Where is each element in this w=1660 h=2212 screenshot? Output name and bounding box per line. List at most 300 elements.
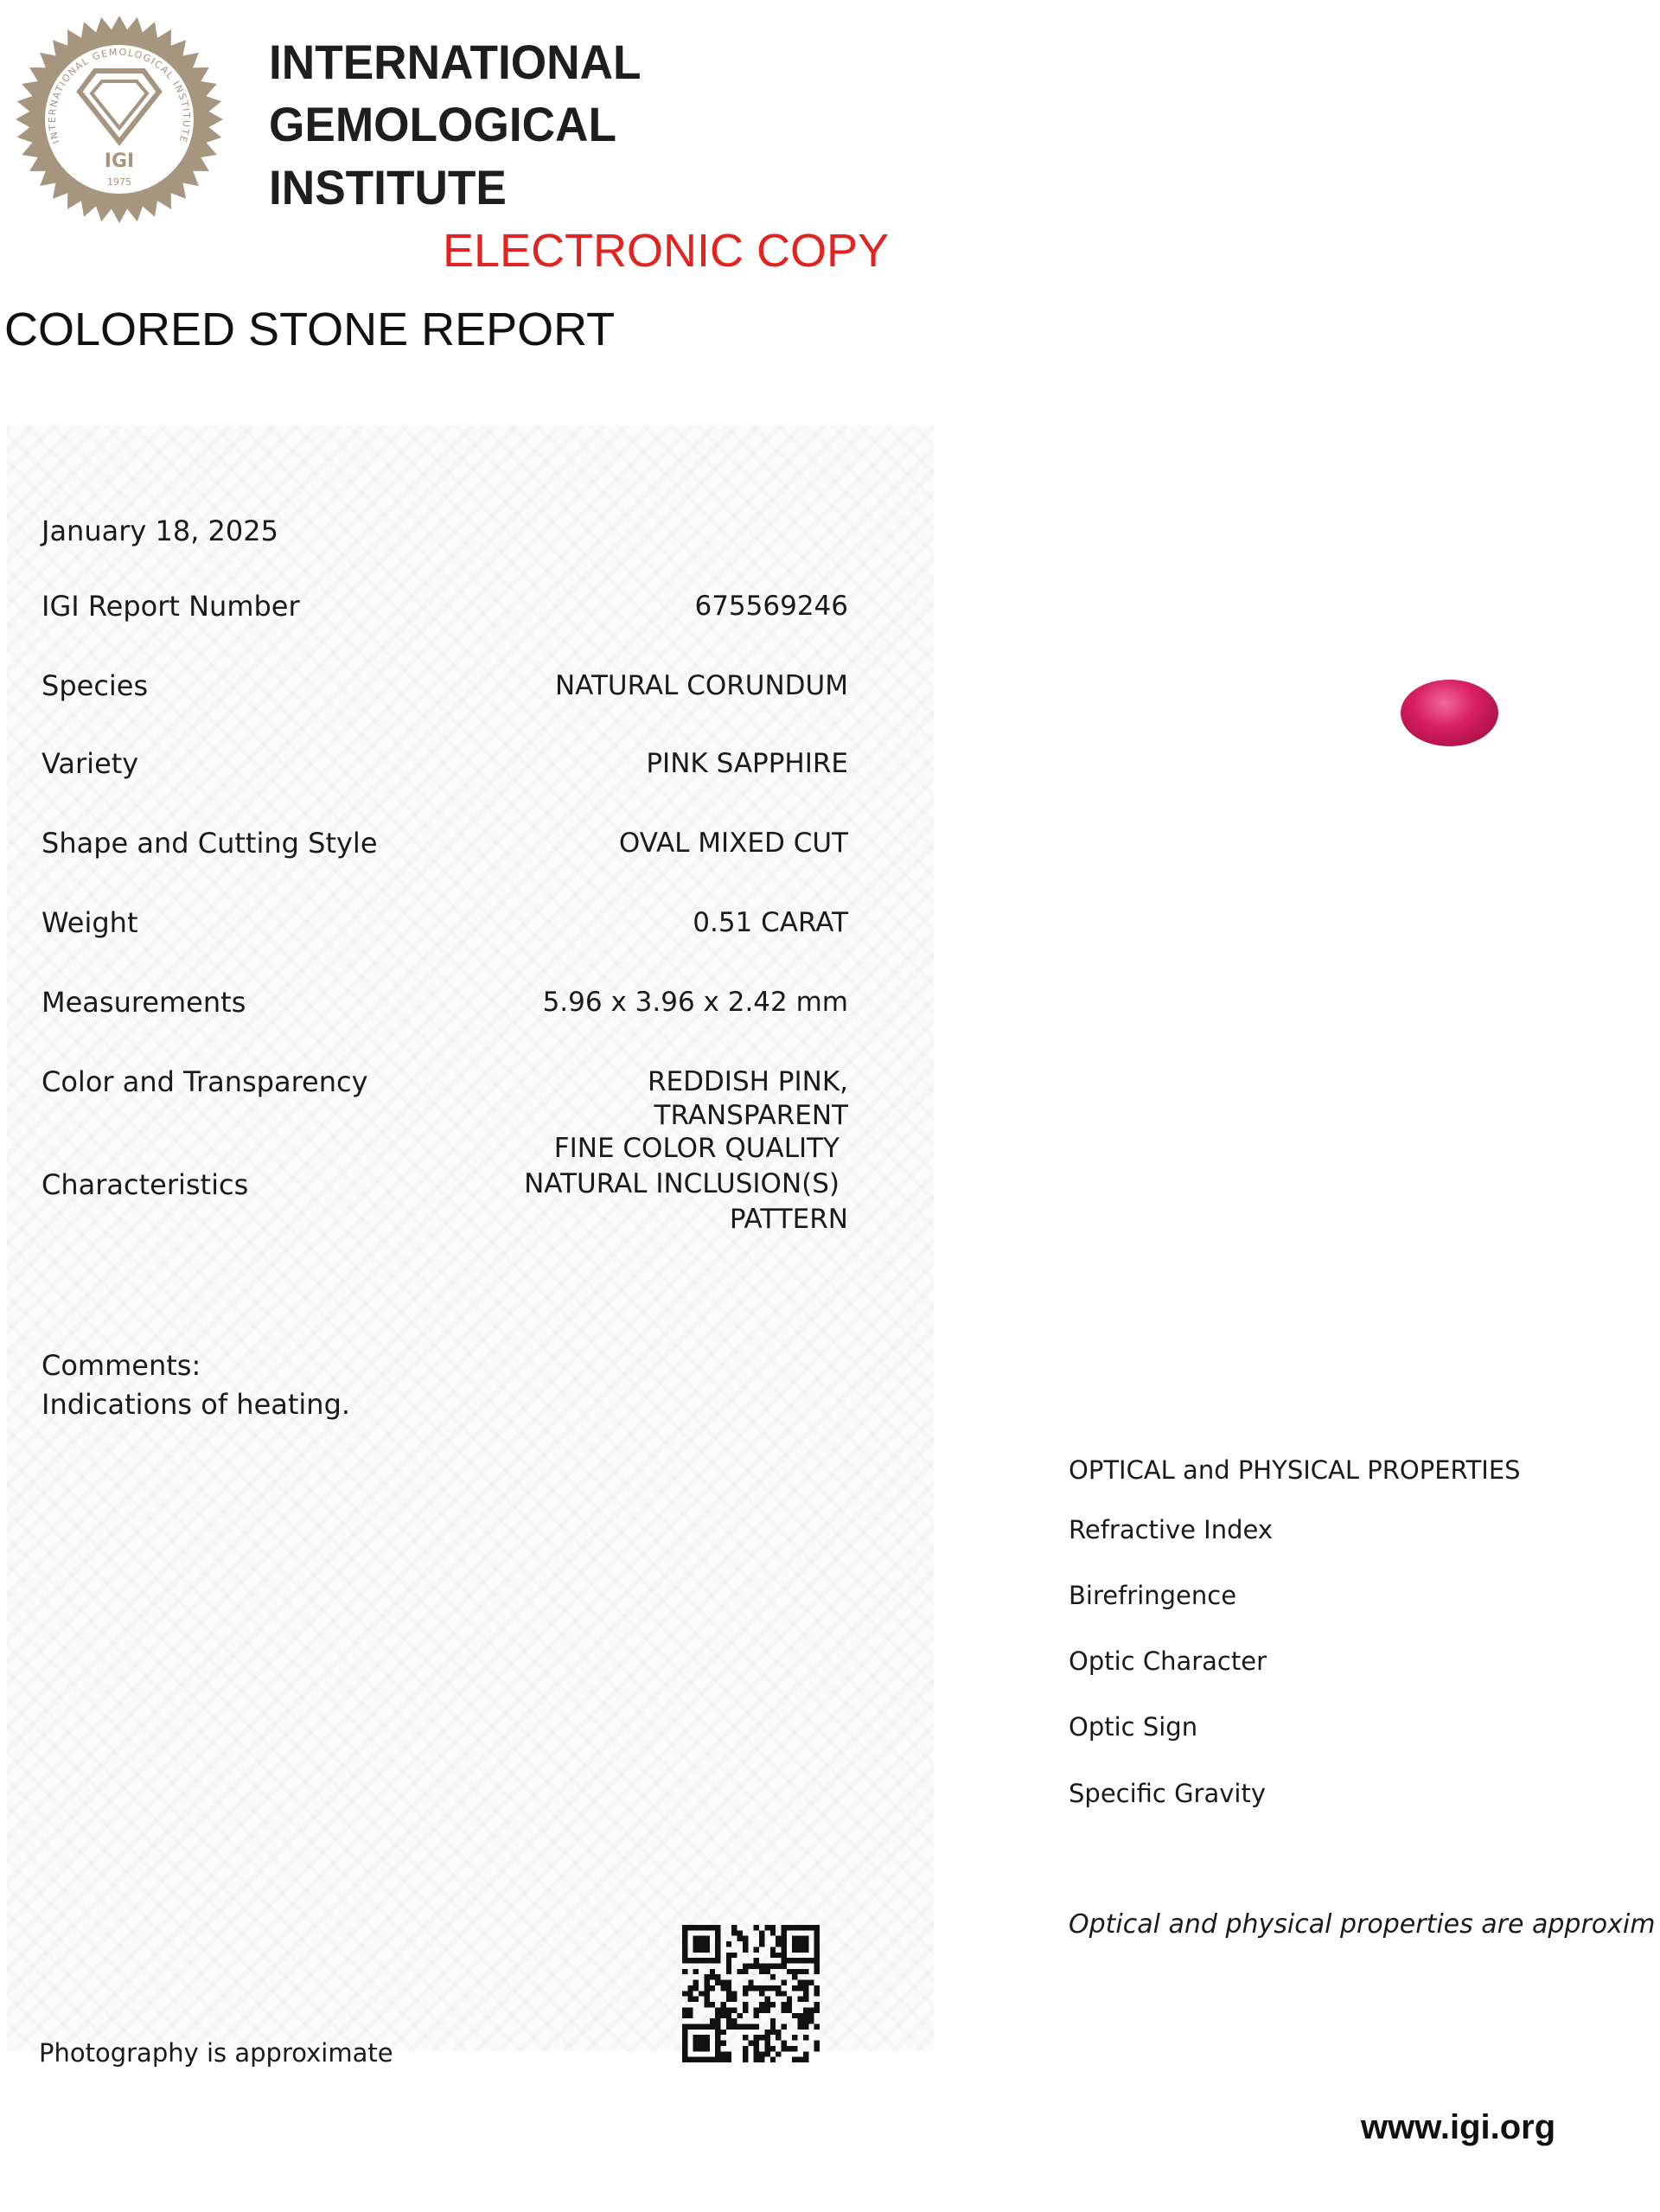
qr-module [704, 2057, 709, 2062]
qr-code[interactable] [682, 1925, 820, 2062]
qr-module [803, 2057, 808, 2062]
qr-module [699, 1991, 704, 1996]
qr-module [776, 1936, 781, 1941]
qr-module [710, 1969, 715, 1974]
row-label-variety: Variety [42, 747, 139, 780]
qr-module [693, 1941, 699, 1947]
qr-module [687, 1985, 693, 1991]
qr-module [726, 1964, 731, 1969]
qr-module [704, 2041, 709, 2046]
qr-module [715, 2041, 720, 2046]
qr-module [693, 1980, 699, 1985]
qr-module [743, 2023, 748, 2029]
qr-module [682, 1936, 687, 1941]
qr-module [743, 2051, 748, 2056]
qr-module [704, 1985, 709, 1991]
qr-module [726, 1958, 731, 1963]
qr-module [704, 1925, 709, 1930]
institute-name-line-2: GEMOLOGICAL [269, 97, 616, 151]
qr-module [814, 1991, 820, 1996]
qr-module [726, 2057, 731, 2062]
qr-module [764, 1969, 769, 1974]
qr-module [715, 2030, 720, 2035]
qr-module [798, 1980, 803, 1985]
qr-module [808, 1925, 814, 1930]
qr-module [764, 2002, 769, 2007]
qr-module [814, 2046, 820, 2051]
optical-item-birefringence: Birefringence [1069, 1581, 1237, 1610]
qr-module [710, 2018, 715, 2023]
qr-module [715, 1980, 720, 1985]
qr-module [792, 1941, 797, 1947]
qr-module [682, 1969, 687, 1974]
qr-module [814, 1941, 820, 1947]
qr-module [803, 1980, 808, 1985]
qr-module [770, 1985, 776, 1991]
qr-module [743, 2007, 748, 2012]
row-value-measurements: 5.96 x 3.96 x 2.42 mm [542, 987, 848, 1018]
qr-module [803, 2018, 808, 2023]
seal-year-text: 1975 [107, 176, 131, 188]
qr-module [808, 2007, 814, 2012]
qr-module [726, 1997, 731, 2002]
qr-module [803, 1991, 808, 1996]
qr-module [798, 2057, 803, 2062]
qr-module [682, 1925, 687, 1930]
comments-label: Comments: [42, 1349, 201, 1382]
qr-module [726, 2023, 731, 2029]
qr-module [764, 2007, 769, 2012]
qr-module [792, 1985, 797, 1991]
qr-module [693, 2023, 699, 2029]
qr-module [748, 1980, 753, 1985]
row-value-characteristics-2: NATURAL INCLUSION(S) [524, 1168, 840, 1199]
qr-module [721, 2002, 726, 2007]
website-link[interactable]: www.igi.org [1361, 2108, 1556, 2146]
qr-module [808, 2013, 814, 2018]
qr-module [792, 1969, 797, 1974]
qr-module [787, 1958, 792, 1963]
qr-module [731, 1925, 737, 1930]
qr-module [792, 1958, 797, 1963]
qr-module [715, 1947, 720, 1952]
row-value-characteristics-1: FINE COLOR QUALITY [553, 1133, 840, 1164]
qr-module [781, 2002, 786, 2007]
qr-module [726, 2051, 731, 2056]
qr-module [737, 1930, 743, 1935]
qr-module [798, 2018, 803, 2023]
qr-module [682, 2057, 687, 2062]
qr-module [776, 1985, 781, 1991]
qr-module [682, 2007, 687, 2012]
qr-module [792, 2057, 797, 2062]
qr-module [682, 1953, 687, 1958]
qr-module [759, 2002, 764, 2007]
qr-module [682, 1947, 687, 1952]
qr-module [687, 1997, 693, 2002]
qr-module [748, 2023, 753, 2029]
qr-module [721, 2007, 726, 2012]
qr-module [715, 2018, 720, 2023]
qr-module [710, 1958, 715, 1963]
qr-module [699, 1941, 704, 1947]
qr-module [721, 2030, 726, 2035]
qr-module [764, 2051, 769, 2056]
qr-module [803, 1941, 808, 1947]
qr-module [792, 2035, 797, 2040]
qr-module [704, 2023, 709, 2029]
qr-module [764, 2041, 769, 2046]
qr-module [687, 1925, 693, 1930]
qr-module [776, 1964, 781, 1969]
qr-module [803, 2035, 808, 2040]
qr-module [770, 2002, 776, 2007]
qr-module [814, 2023, 820, 2029]
qr-module [776, 1941, 781, 1947]
qr-module [704, 1947, 709, 1952]
qr-module [781, 1991, 786, 1996]
qr-module [731, 1997, 737, 2002]
qr-module [704, 1936, 709, 1941]
qr-module [721, 2051, 726, 2056]
qr-module [731, 1991, 737, 1996]
qr-module [792, 1947, 797, 1952]
row-label-shape: Shape and Cutting Style [42, 827, 378, 860]
qr-module [787, 1969, 792, 1974]
qr-module [687, 1958, 693, 1963]
qr-module [798, 1958, 803, 1963]
qr-module [715, 1925, 720, 1930]
qr-module [726, 1941, 731, 1947]
qr-module [743, 1941, 748, 1947]
qr-module [731, 2007, 737, 2012]
qr-module [682, 1930, 687, 1935]
qr-module [721, 2041, 726, 2046]
qr-module [792, 1974, 797, 1979]
qr-module [770, 2030, 776, 2035]
qr-module [699, 1947, 704, 1952]
qr-module [693, 1958, 699, 1963]
qr-module [687, 1991, 693, 1996]
qr-module [726, 1985, 731, 1991]
qr-module [770, 2018, 776, 2023]
row-value-weight: 0.51 CARAT [693, 907, 848, 938]
row-value-characteristics-3: PATTERN [729, 1204, 848, 1235]
qr-module [721, 1985, 726, 1991]
qr-module [715, 1958, 720, 1963]
qr-module [699, 2023, 704, 2029]
qr-module [803, 2013, 808, 2018]
qr-module [731, 2018, 737, 2023]
qr-module [704, 2046, 709, 2051]
qr-module [814, 1958, 820, 1963]
qr-module [787, 2007, 792, 2012]
row-value-shape: OVAL MIXED CUT [618, 828, 848, 859]
qr-module [814, 1969, 820, 1974]
qr-module [798, 1936, 803, 1941]
qr-module [764, 2046, 769, 2051]
row-label-color: Color and Transparency [42, 1065, 368, 1098]
qr-module [737, 2013, 743, 2018]
qr-module [781, 1980, 786, 1985]
qr-module [781, 2046, 786, 2051]
qr-module [814, 2041, 820, 2046]
row-value-color-1: REDDISH PINK, [647, 1066, 848, 1097]
gemstone-photo [1401, 680, 1498, 746]
report-title: COLORED STONE REPORT [4, 304, 616, 355]
qr-module [743, 1991, 748, 1996]
qr-module [781, 1964, 786, 1969]
qr-module [764, 2035, 769, 2040]
qr-module [776, 2035, 781, 2040]
qr-module [687, 2013, 693, 2018]
qr-module [792, 1936, 797, 1941]
qr-module [781, 2007, 786, 2012]
qr-module [781, 1925, 786, 1930]
qr-module [737, 1969, 743, 1974]
qr-module [803, 1985, 808, 1991]
qr-module [704, 1974, 709, 1979]
qr-module [764, 1985, 769, 1991]
comments-text: Indications of heating. [42, 1388, 351, 1421]
qr-module [743, 1969, 748, 1974]
qr-module [704, 1991, 709, 1996]
qr-module [726, 2013, 731, 2018]
qr-module [693, 2041, 699, 2046]
qr-module [731, 1930, 737, 1935]
qr-module [764, 1997, 769, 2002]
qr-module [721, 2013, 726, 2018]
qr-module [715, 2023, 720, 2029]
qr-module [814, 1964, 820, 1969]
qr-module [759, 2035, 764, 2040]
qr-module [710, 1985, 715, 1991]
qr-module [808, 1958, 814, 1963]
qr-module [754, 2007, 759, 2012]
qr-module [814, 1947, 820, 1952]
qr-module [699, 1925, 704, 1930]
qr-module [814, 1930, 820, 1935]
qr-module [759, 2051, 764, 2056]
qr-module [682, 1941, 687, 1947]
qr-module [781, 1936, 786, 1941]
qr-module [721, 2057, 726, 2062]
qr-module [803, 2023, 808, 2029]
qr-module [693, 1969, 699, 1974]
qr-module [748, 1985, 753, 1991]
qr-module [803, 2007, 808, 2012]
seal-igi-text: IGI [104, 150, 135, 172]
qr-module [759, 1941, 764, 1947]
qr-module [699, 2041, 704, 2046]
institute-name-line-3: INSTITUTE [269, 160, 507, 214]
qr-module [693, 1936, 699, 1941]
qr-module [759, 1991, 764, 1996]
qr-module [743, 1985, 748, 1991]
qr-module [781, 1947, 786, 1952]
row-label-species: Species [42, 669, 149, 702]
qr-module [781, 1953, 786, 1958]
qr-module [754, 2035, 759, 2040]
qr-module [798, 2023, 803, 2029]
qr-module [726, 1991, 731, 1996]
qr-module [682, 2035, 687, 2040]
qr-module [699, 2046, 704, 2051]
qr-module [798, 1985, 803, 1991]
qr-module [754, 1958, 759, 1963]
qr-module [776, 1991, 781, 1996]
qr-module [693, 2035, 699, 2040]
qr-module [693, 1947, 699, 1952]
qr-module [787, 1925, 792, 1930]
qr-module [710, 2023, 715, 2029]
qr-module [770, 1974, 776, 1979]
qr-module [759, 1930, 764, 1935]
optical-item-refractive-index: Refractive Index [1069, 1515, 1274, 1544]
optical-item-specific-gravity: Specific Gravity [1069, 1779, 1267, 1808]
qr-module [704, 1941, 709, 1947]
qr-module [776, 1953, 781, 1958]
qr-module [803, 1936, 808, 1941]
qr-module [759, 1969, 764, 1974]
qr-module [754, 2023, 759, 2029]
qr-module [770, 2023, 776, 2029]
row-value-color-2: TRANSPARENT [654, 1100, 848, 1131]
qr-module [710, 2057, 715, 2062]
qr-module [704, 2035, 709, 2040]
row-label-weight: Weight [42, 906, 138, 939]
report-date: January 18, 2025 [42, 515, 278, 547]
qr-module [754, 2013, 759, 2018]
qr-module [754, 1985, 759, 1991]
qr-module [726, 1953, 731, 1958]
qr-module [754, 2051, 759, 2056]
qr-module [704, 1980, 709, 1985]
qr-module [682, 1958, 687, 1963]
qr-module [682, 2051, 687, 2056]
qr-module [781, 1958, 786, 1963]
qr-module [754, 1925, 759, 1930]
qr-module [715, 2051, 720, 2056]
qr-module [682, 2041, 687, 2046]
qr-module [743, 1936, 748, 1941]
qr-module [693, 1997, 699, 2002]
qr-module [754, 2057, 759, 2062]
qr-module [715, 1930, 720, 1935]
qr-module [743, 2035, 748, 2040]
qr-module [770, 1925, 776, 1930]
qr-module [731, 2023, 737, 2029]
qr-module [776, 2030, 781, 2035]
qr-module [759, 2007, 764, 2012]
row-label-characteristics: Characteristics [42, 1168, 249, 1201]
qr-module [726, 1980, 731, 1985]
row-value-species: NATURAL CORUNDUM [554, 670, 848, 701]
qr-module [798, 1941, 803, 1947]
qr-module [715, 2046, 720, 2051]
qr-module [770, 2057, 776, 2062]
optical-note: Optical and physical properties are approxim [1069, 1909, 1656, 1940]
qr-module [808, 1980, 814, 1985]
qr-module [798, 1947, 803, 1952]
optical-item-optic-sign: Optic Sign [1069, 1712, 1198, 1742]
qr-module [715, 2007, 720, 2012]
qr-module [814, 2007, 820, 2012]
qr-module [704, 1958, 709, 1963]
qr-module [737, 2023, 743, 2029]
qr-module [787, 2002, 792, 2007]
qr-module [759, 1936, 764, 1941]
qr-module [814, 1936, 820, 1941]
qr-module [803, 1969, 808, 1974]
qr-module [803, 1997, 808, 2002]
qr-module [715, 2057, 720, 2062]
qr-module [743, 2057, 748, 2062]
qr-module [704, 2002, 709, 2007]
qr-module [715, 1974, 720, 1979]
qr-module [737, 1936, 743, 1941]
qr-module [699, 2035, 704, 2040]
photography-note: Photography is approximate [39, 2038, 393, 2068]
qr-module [693, 1985, 699, 1991]
qr-module [726, 2007, 731, 2012]
qr-module [770, 2046, 776, 2051]
qr-module [710, 1925, 715, 1930]
qr-module [715, 1941, 720, 1947]
qr-module [721, 1980, 726, 1985]
qr-module [770, 1930, 776, 1935]
qr-module [682, 2030, 687, 2035]
qr-module [764, 1964, 769, 1969]
qr-module [792, 2013, 797, 2018]
qr-module [814, 1953, 820, 1958]
qr-module [687, 2023, 693, 2029]
qr-module [759, 1964, 764, 1969]
electronic-copy-label: ELECTRONIC COPY [443, 225, 890, 277]
optical-title: OPTICAL and PHYSICAL PROPERTIES [1069, 1455, 1521, 1485]
qr-module [699, 1936, 704, 1941]
qr-module [748, 2041, 753, 2046]
qr-module [715, 2013, 720, 2018]
qr-module [792, 2046, 797, 2051]
qr-module [781, 1930, 786, 1935]
qr-module [682, 2013, 687, 2018]
qr-module [715, 1936, 720, 1941]
qr-module [787, 1997, 792, 2002]
qr-module [759, 1985, 764, 1991]
qr-module [687, 2057, 693, 2062]
optical-item-optic-character: Optic Character [1069, 1646, 1267, 1676]
qr-module [710, 2002, 715, 2007]
qr-module [803, 1958, 808, 1963]
qr-module [814, 1985, 820, 1991]
igi-seal-logo [14, 14, 225, 225]
qr-module [798, 1997, 803, 2002]
qr-module [764, 2030, 769, 2035]
qr-module [803, 2051, 808, 2056]
qr-module [770, 1953, 776, 1958]
qr-module [798, 1925, 803, 1930]
qr-module [731, 1953, 737, 1958]
qr-module [687, 2007, 693, 2012]
qr-module [814, 1925, 820, 1930]
qr-module [781, 1941, 786, 1947]
qr-module [787, 2046, 792, 2051]
qr-module [803, 1925, 808, 1930]
qr-module [743, 1964, 748, 1969]
qr-module [726, 1969, 731, 1974]
qr-module [699, 2057, 704, 2062]
